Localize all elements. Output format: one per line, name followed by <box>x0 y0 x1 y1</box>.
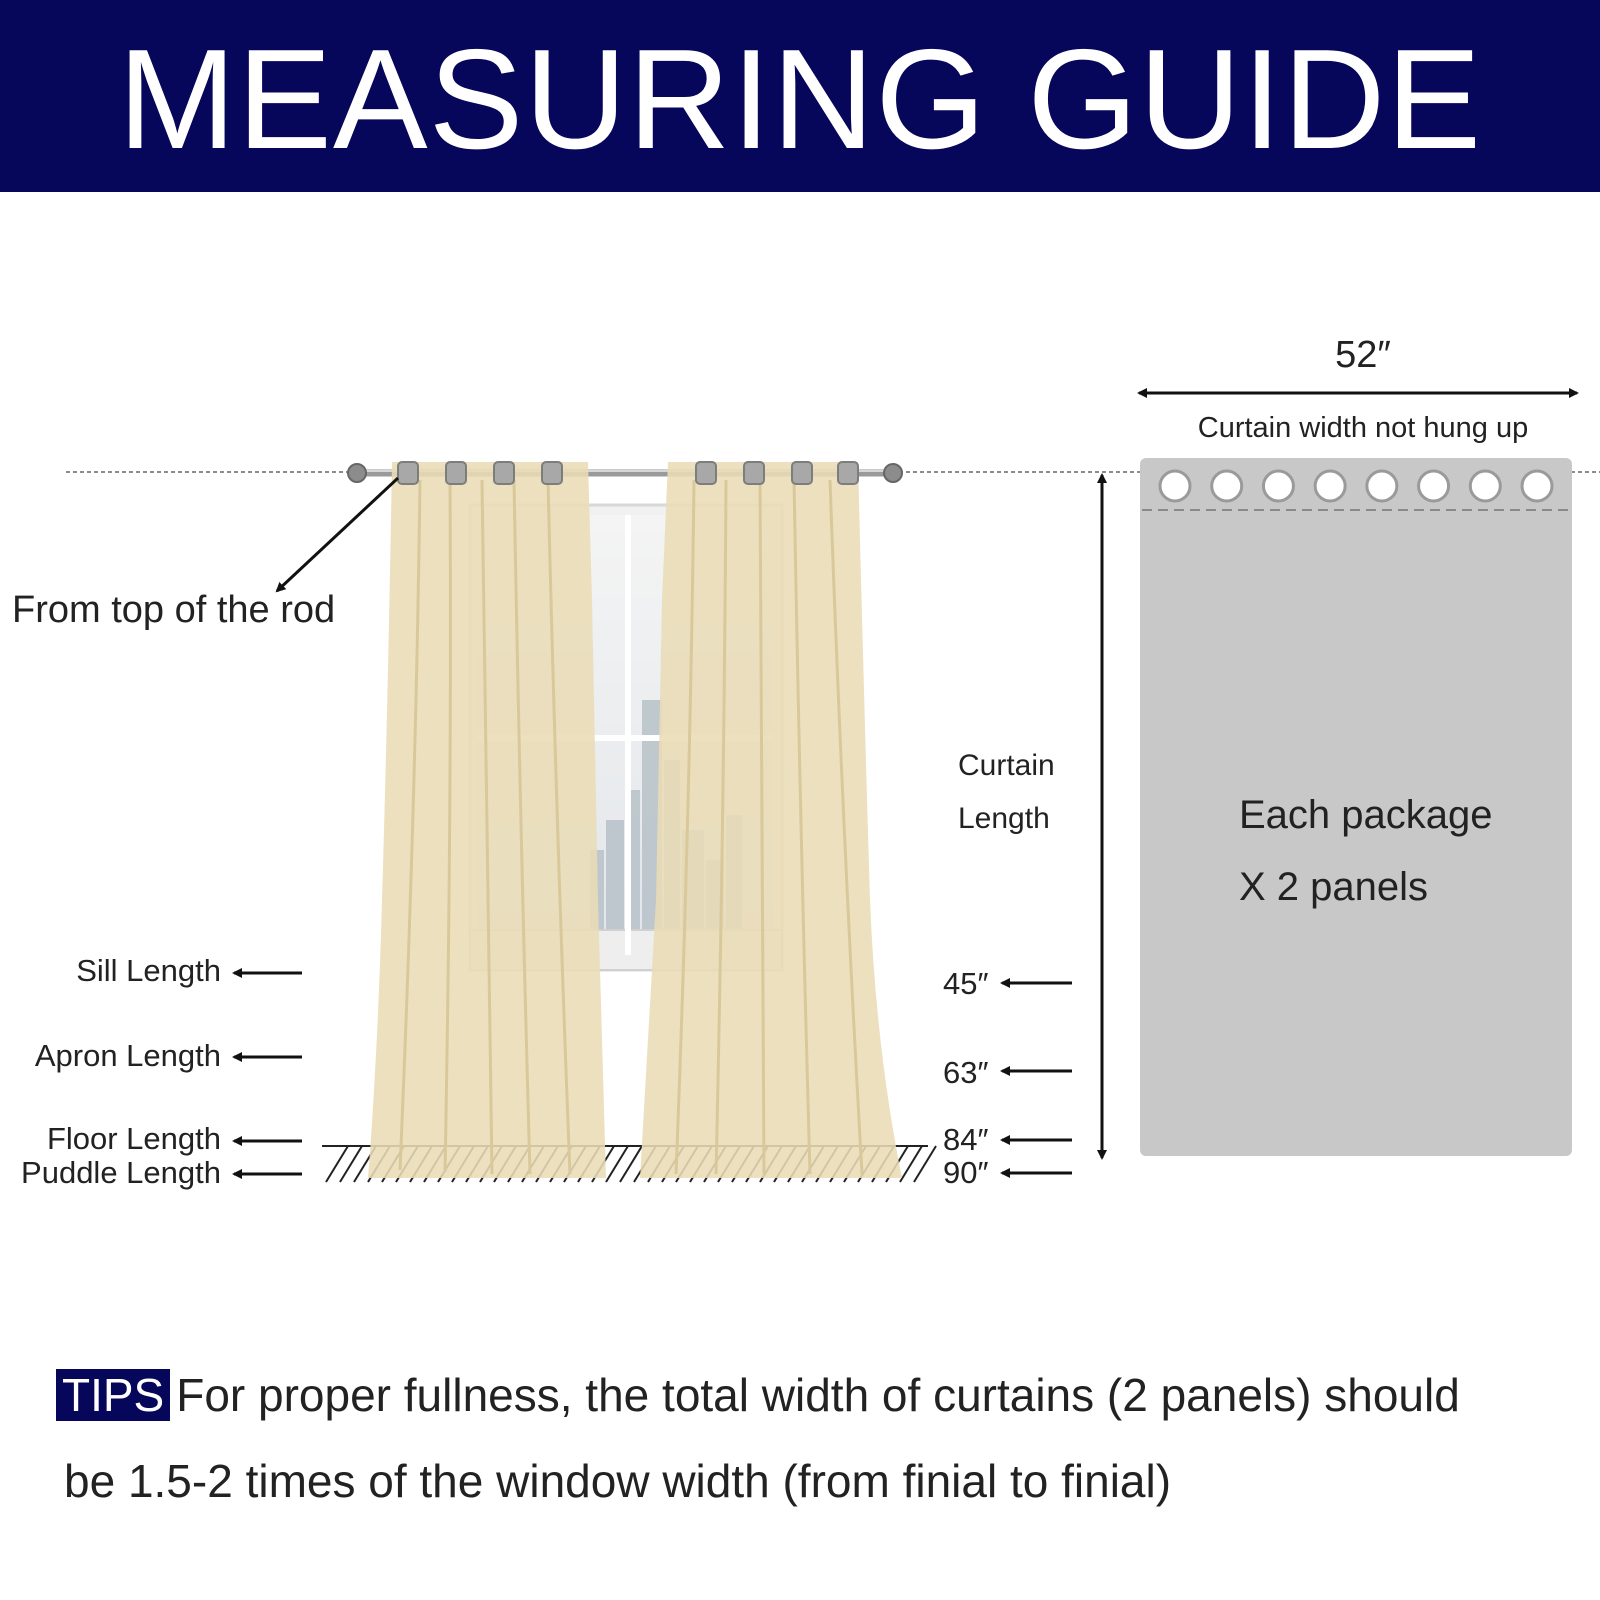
grommet-icon <box>1419 471 1449 501</box>
length-90: 90″ <box>943 1155 989 1190</box>
hatch-line <box>340 1146 362 1182</box>
package-line1: Each package <box>1239 793 1493 837</box>
right-finial <box>884 464 902 482</box>
puddle-length-label: Puddle Length <box>21 1155 221 1190</box>
left-finial <box>348 464 366 482</box>
left-length-labels <box>21 953 302 1190</box>
hatch-line <box>914 1146 936 1182</box>
hatch-line <box>620 1146 642 1182</box>
floor-length-label: Floor Length <box>46 1121 221 1156</box>
rod-pointer-arrow <box>277 478 398 591</box>
curtain-length-label-line2: Length <box>958 802 1050 835</box>
hatch-line <box>900 1146 922 1182</box>
length-45: 45″ <box>943 966 989 1001</box>
tips-text-line2: be 1.5-2 times of the window width (from finial to finial) <box>64 1455 1172 1507</box>
grommet-icon <box>1367 471 1397 501</box>
tips-text-line1: For proper fullness, the total width of curtains (2 panels) should <box>176 1369 1460 1421</box>
panel-width-value: 52″ <box>1335 334 1391 376</box>
package-line2: X 2 panels <box>1239 865 1429 909</box>
tips-badge: TIPS <box>56 1369 170 1421</box>
right-curtain-panel <box>640 462 902 1178</box>
apron-length-label: Apron Length <box>34 1038 221 1073</box>
tips-section <box>56 1352 1576 1524</box>
flat-curtain-panel <box>1140 458 1572 1156</box>
grommet-icon <box>1470 471 1500 501</box>
right-length-values <box>943 966 1072 1190</box>
panel-width-caption: Curtain width not hung up <box>1197 412 1529 444</box>
rod-label: From top of the rod <box>12 589 336 631</box>
grommet-icon <box>1160 471 1190 501</box>
curtain-length-label-line1: Curtain <box>958 749 1055 782</box>
grommet-icon <box>1522 471 1552 501</box>
page-title: MEASURING GUIDE <box>117 20 1483 179</box>
length-63: 63″ <box>943 1055 989 1090</box>
hatch-line <box>606 1146 628 1182</box>
hatch-line <box>326 1146 348 1182</box>
grommet-icon <box>1212 471 1242 501</box>
length-84: 84″ <box>943 1122 989 1157</box>
left-curtain-panel <box>368 462 606 1178</box>
grommet-icon <box>1315 471 1345 501</box>
grommet-icon <box>1263 471 1293 501</box>
sill-length-label: Sill Length <box>76 953 221 988</box>
